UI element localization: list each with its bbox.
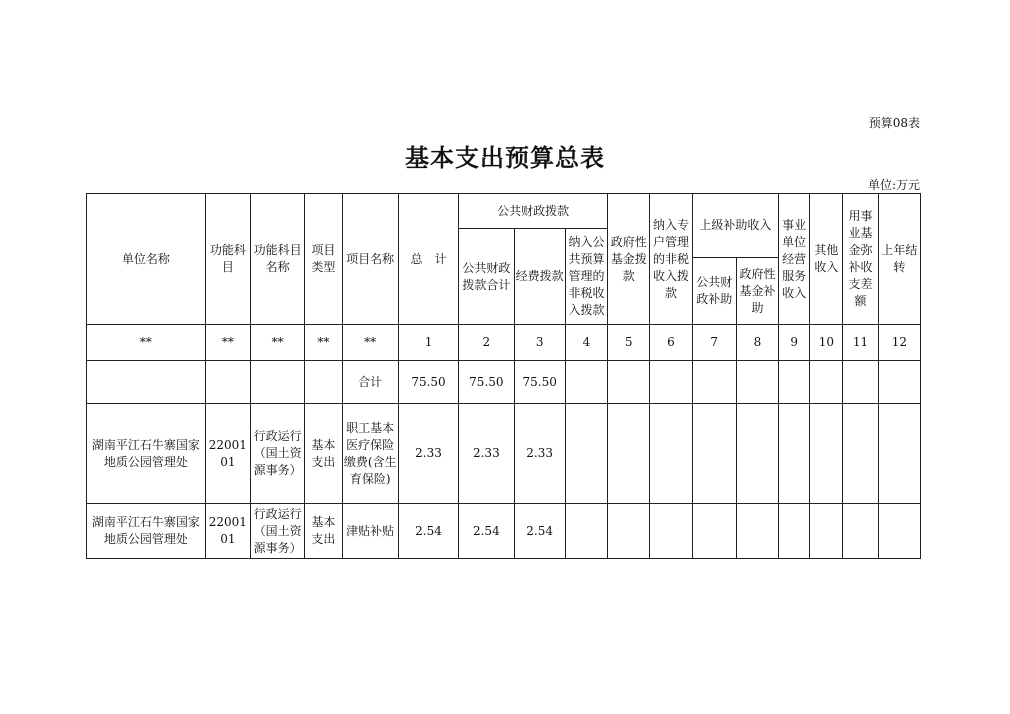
header-fund-balance: 用事业基金弥补收支差额 (843, 194, 878, 325)
index-cell: 10 (810, 325, 843, 361)
row-total: 2.54 (398, 504, 458, 559)
index-cell: 11 (843, 325, 878, 361)
table-row (87, 504, 921, 559)
index-cell: 8 (736, 325, 778, 361)
page-title: 基本支出预算总表 (405, 143, 605, 172)
index-cell: ** (305, 325, 342, 361)
index-cell: 4 (565, 325, 607, 361)
row-unit-name: 湖南平江石牛寨国家地质公园管理处 (87, 504, 206, 559)
header-pf-total: 公共财政拨款合计 (459, 229, 514, 325)
index-cell: ** (87, 325, 206, 361)
total-row-pf-total: 75.50 (459, 361, 514, 404)
header-pf-nontax: 纳入公共预算管理的非税收入拨款 (565, 229, 607, 325)
header-ss-public: 公共财政补助 (692, 258, 736, 325)
form-number: 预算08表 (868, 116, 920, 130)
row-pf-total: 2.33 (459, 404, 514, 504)
budget-table (86, 193, 921, 559)
index-cell: ** (342, 325, 398, 361)
total-row-total: 75.50 (398, 361, 458, 404)
unit-label: 单位:万元 (867, 178, 920, 192)
row-proj-type: 基本支出 (305, 404, 342, 504)
header-other-income: 其他收入 (810, 194, 843, 325)
row-pf-funding: 2.54 (514, 504, 565, 559)
index-cell: 6 (650, 325, 692, 361)
row-func-name: 行政运行（国土资源事务） (250, 404, 304, 504)
index-cell: ** (205, 325, 250, 361)
header-carryover: 上年结转 (878, 194, 920, 325)
table-row (87, 404, 921, 504)
header-business-service: 事业单位经营服务收入 (779, 194, 810, 325)
index-cell: 7 (692, 325, 736, 361)
header-unit-name: 单位名称 (87, 194, 206, 325)
index-cell: 5 (608, 325, 650, 361)
header-pf-funding: 经费拨款 (514, 229, 565, 325)
header-superior-subsidy: 上级补助收入 (692, 194, 779, 258)
row-proj-name: 职工基本医疗保险缴费(含生育保险) (342, 404, 398, 504)
header-special-nontax: 纳入专户管理的非税收入拨款 (650, 194, 692, 325)
header-proj-name: 项目名称 (342, 194, 398, 325)
header-row-1 (87, 194, 921, 229)
row-pf-funding: 2.33 (514, 404, 565, 504)
index-cell: ** (250, 325, 304, 361)
row-func-code: 2200101 (205, 504, 250, 559)
header-total: 总 计 (398, 194, 458, 325)
header-ss-gov-fund: 政府性基金补助 (736, 258, 778, 325)
index-row (87, 325, 921, 361)
row-proj-type: 基本支出 (305, 504, 342, 559)
row-unit-name: 湖南平江石牛寨国家地质公园管理处 (87, 404, 206, 504)
row-func-name: 行政运行（国土资源事务） (250, 504, 304, 559)
row-pf-total: 2.54 (459, 504, 514, 559)
row-func-code: 2200101 (205, 404, 250, 504)
row-proj-name: 津贴补贴 (342, 504, 398, 559)
total-row (87, 361, 921, 404)
row-total: 2.33 (398, 404, 458, 504)
index-cell: 9 (779, 325, 810, 361)
header-proj-type: 项目类型 (305, 194, 342, 325)
header-gov-fund: 政府性基金拨款 (608, 194, 650, 325)
header-public-finance: 公共财政拨款 (459, 194, 608, 229)
index-cell: 1 (398, 325, 458, 361)
index-cell: 2 (459, 325, 514, 361)
total-row-pf-funding: 75.50 (514, 361, 565, 404)
index-cell: 3 (514, 325, 565, 361)
header-func-name: 功能科目名称 (250, 194, 304, 325)
index-cell: 12 (878, 325, 920, 361)
header-func-code: 功能科目 (205, 194, 250, 325)
total-row-label: 合计 (342, 361, 398, 404)
